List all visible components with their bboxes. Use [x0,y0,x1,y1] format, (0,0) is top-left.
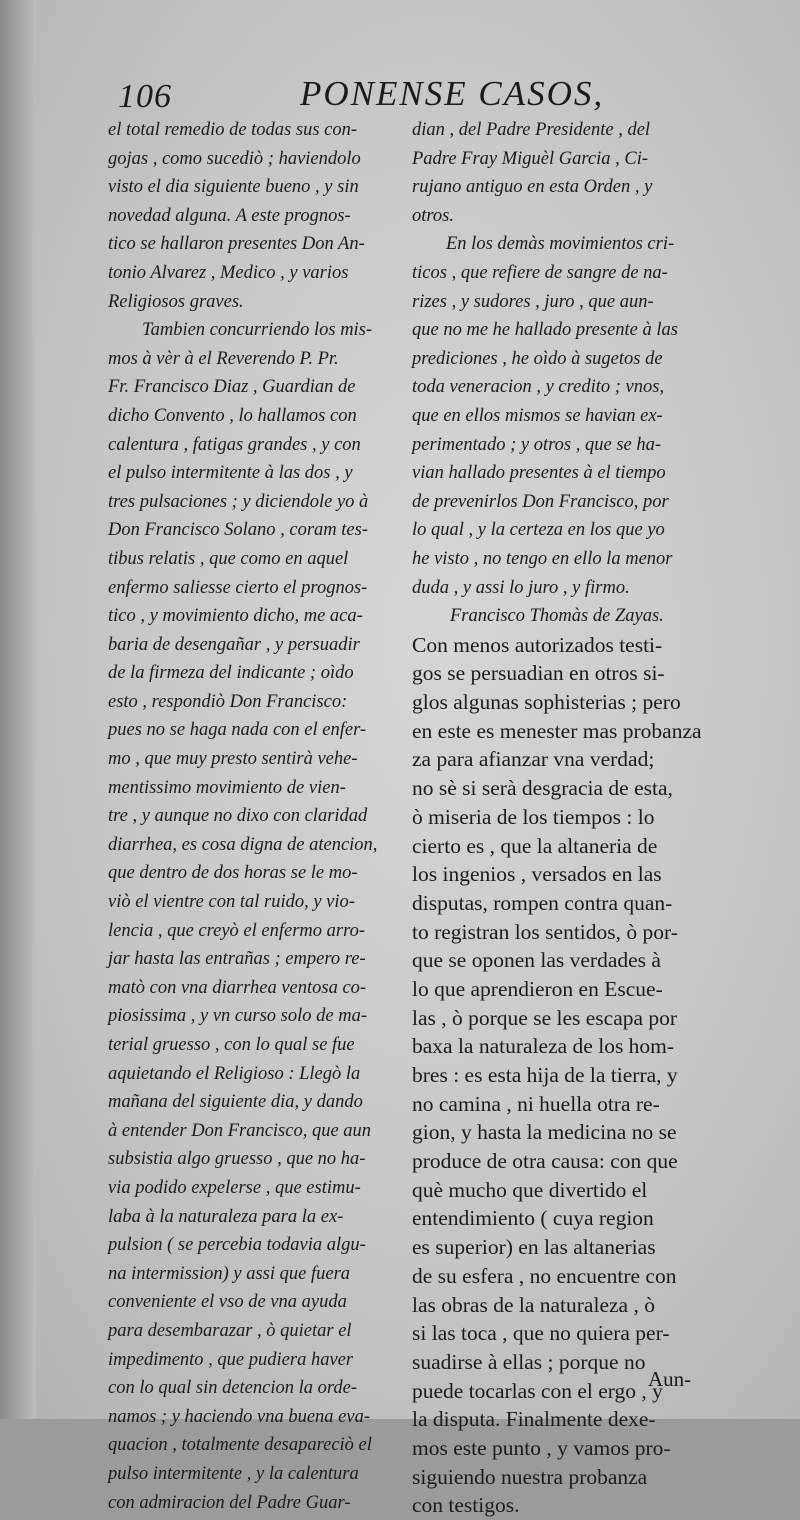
text-line: el total remedio de todas sus con- [108,120,358,140]
text-line: novedad alguna. A este prognos- [108,205,351,226]
text-line: gos se persuadian en otros si- [412,661,665,686]
text-line: dian , del Padre Presidente , del [412,120,651,140]
text-line: subsistia algo gruesso , que no ha- [108,1149,366,1170]
text-line: à entender Don Francisco, que aun [108,1120,372,1141]
text-line: si las toca , que no quiera per- [412,1321,670,1346]
text-line: Fr. Francisco Diaz , Guardian de [108,377,356,398]
text-line: lencia , que creyò el enfermo arro- [108,920,366,941]
text-line: prediciones , he oìdo à sugetos de [412,348,663,369]
page-gutter [0,0,36,1419]
text-line: bres : es esta hija de la tierra, y [412,1063,678,1087]
text-line: matò con vna diarrhea ventosa co- [108,977,367,998]
right-column [412,116,700,1520]
text-line: entendimiento ( cuya region [412,1206,654,1231]
text-line: tibus relatis , que como en aquel [108,548,349,569]
text-line: Padre Fray Miguèl Garcia , Ci- [412,148,649,169]
text-line: no camina , ni huella otra re- [412,1091,660,1116]
text-line: pues no se haga nada con el enfer- [108,720,367,741]
text-line: viò el vientre con tal ruido, y vio- [108,892,355,913]
text-line: Con menos autorizados testi- [412,632,663,657]
text-line: duda , y assi lo juro , y firmo. [412,577,630,598]
text-line: gojas , como sucediò ; haviendolo [108,148,361,169]
text-line: que no me he hallado presente à las [412,320,678,341]
text-line: con lo qual sin detencion la orde- [108,1378,358,1399]
text-line: la disputa. Finalmente dexe- [412,1407,656,1432]
text-line: tres pulsaciones ; y diciendole yo à [108,491,369,512]
text-line: namos ; y haciendo vna buena eva- [108,1406,370,1427]
text-line: tico se hallaron presentes Don An- [108,234,365,255]
text-line: aquietando el Religioso : Llegò la [108,1063,361,1084]
text-line: piosissima , y vn curso solo de ma- [108,1006,367,1027]
text-line: toda veneracion , y credito ; vnos, [412,377,665,398]
text-line: lo que aprendieron en Escue- [412,976,663,1001]
text-line: Francisco Thomàs de Zayas. [450,606,664,627]
text-line: que se oponen las verdades à [412,948,661,973]
text-line: de prevenirlos Don Francisco, por [412,491,669,512]
text-line: para desembarazar , ò quietar el [108,1320,352,1341]
text-line: las , ò porque se les escapa por [412,1005,678,1030]
text-line: mos este punto , y vamos pro- [412,1435,671,1460]
right-column-italic-block [412,116,700,631]
text-line: en este es menester mas probanza [412,718,702,743]
text-line: En los demàs movimientos cri- [446,234,675,255]
left-column [108,116,398,1517]
text-line: he visto , no tengo en ello la menor [412,548,673,569]
text-line: Don Francisco Solano , coram tes- [108,520,368,541]
text-line: el pulso intermitente à las dos , y [108,463,353,484]
text-line: conveniente el vso de vna ayuda [108,1292,347,1313]
text-line: mo , que muy presto sentirà vehe- [108,749,358,770]
text-line: de su esfera , no encuentre con [412,1263,677,1288]
page-header [118,74,678,120]
text-line: za para afianzar vna verdad; [412,747,655,772]
text-line: de la firmeza del indicante ; oìdo [108,663,354,684]
text-line: cierto es , que la altaneria de [412,833,658,858]
text-line: perimentado ; y otros , que se ha- [412,434,662,455]
text-line: rujano antiguo en esta Orden , y [412,177,653,198]
text-line: mos à vèr à el Reverendo P. Pr. [108,348,339,369]
text-line: jar hasta las entrañas ; empero re- [108,949,366,970]
text-line: quacion , totalmente desapareciò el [108,1435,372,1456]
text-line: tico , y movimiento dicho, me aca- [108,606,363,627]
text-line: laba à la naturaleza para la ex- [108,1206,344,1227]
text-line: calentura , fatigas grandes , y con [108,434,361,455]
text-line: produce de otra causa: con que [412,1149,678,1174]
text-line: otros. [412,205,454,226]
text-line: mañana del siguiente dia, y dando [108,1092,363,1113]
text-line: puede tocarlas con el ergo , y [412,1378,663,1403]
page-number: 106 [118,78,172,115]
text-line: los ingenios , versados en las [412,862,662,887]
text-line: ò miseria de los tiempos : lo [412,804,655,829]
text-line: Tambien concurriendo los mis- [142,320,373,341]
text-line: diarrhea, es cosa digna de atencion, [108,834,378,855]
text-line: esto , respondiò Don Francisco: [108,691,348,712]
text-line: suadirse à ellas ; porque no [412,1349,646,1374]
text-line: disputas, rompen contra quan- [412,890,673,915]
text-line: tonio Alvarez , Medico , y varios [108,262,349,283]
text-line: que dentro de dos horas se le mo- [108,863,358,884]
text-line: Religiosos graves. [108,291,244,312]
text-line: lo qual , y la certeza en los que yo [412,520,665,541]
text-line: es superior) en las altanerias [412,1235,656,1260]
text-line: mentissimo movimiento de vien- [108,777,346,798]
catchword: Aun- [648,1367,692,1391]
text-line: glos algunas sophisterias ; pero [412,690,681,715]
text-line: enfermo saliesse cierto el prognos- [108,577,368,598]
text-line: terial gruesso , con lo qual se fue [108,1035,355,1055]
text-line: que en ellos mismos se havian ex- [412,405,663,426]
text-line: na intermission) y assi que fuera [108,1263,351,1284]
text-line: siguiendo nuestra probanza [412,1464,648,1489]
text-line: no sè si serà desgracia de esta, [412,776,673,801]
text-line: dicho Convento , lo hallamos con [108,405,357,426]
text-line: baxa la naturaleza de los hom- [412,1034,675,1059]
text-line: rizes , y sudores , juro , que aun- [412,291,654,312]
text-line: ticos , que refiere de sangre de na- [412,262,668,283]
text-line: vian hallado presentes à el tiempo [412,463,666,484]
text-line: visto el dia siguiente bueno , y sin [108,177,359,198]
text-line: pulsion ( se percebia todavia algu- [108,1235,366,1256]
text-line: con testigos. [412,1493,520,1518]
text-line: tre , y aunque no dixo con claridad [108,806,368,827]
text-line: pulso intermitente , y la calentura [108,1463,359,1484]
text-line: las obras de la naturaleza , ò [412,1292,655,1317]
text-line: con admiracion del Padre Guar- [108,1492,351,1513]
text-line: baria de desengañar , y persuadir [108,634,360,655]
running-head: PONENSE CASOS, [300,74,605,113]
text-line: via podido expelerse , que estimu- [108,1177,361,1198]
text-line: impedimento , que pudiera haver [108,1349,354,1370]
text-line: gion, y hasta la medicina no se [412,1120,677,1145]
text-line: què mucho que divertido el [412,1177,648,1202]
text-line: to registran los sentidos, ò por- [412,919,678,944]
